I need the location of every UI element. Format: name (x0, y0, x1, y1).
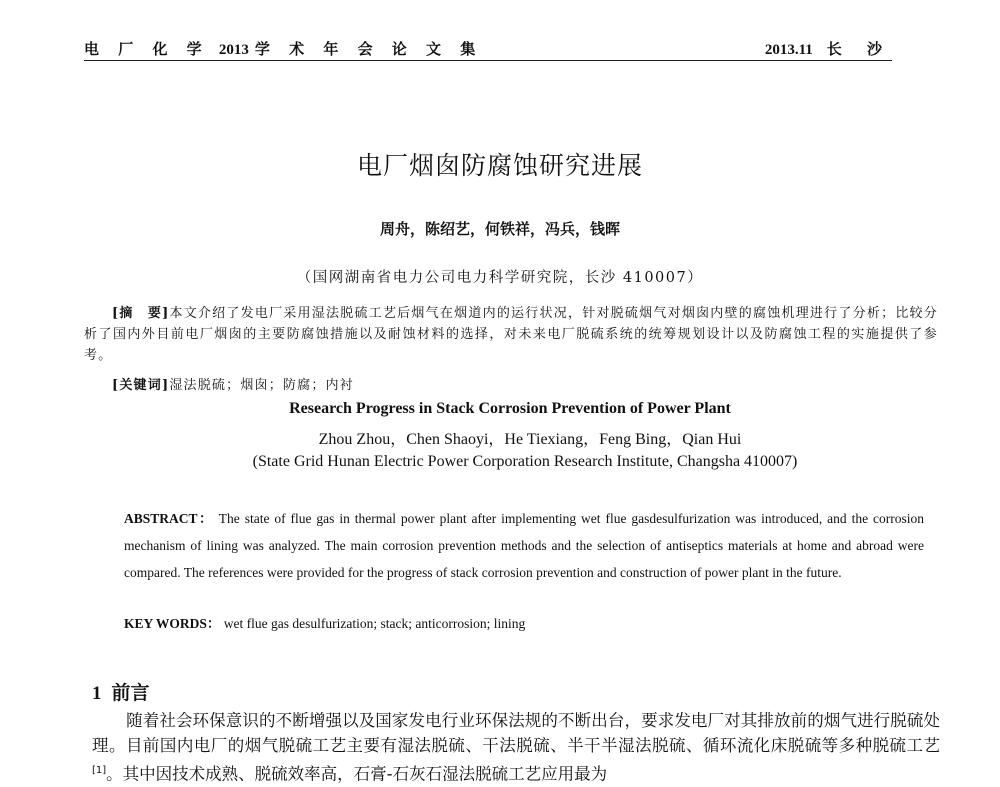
body-text-part1: 随着社会环保意识的不断增强以及国家发电行业环保法规的不断出台，要求发电厂对其排放前的烟气进行脱硫处理。目前国内电厂的烟气脱硫工艺主要有湿法脱硫、干法脱硫、半干半湿法脱硫、循环流化床脱硫等多种脱硫工艺 (92, 711, 940, 755)
paper-title-cn: 电厂烟囱防腐蚀研究进展 (356, 151, 643, 180)
journal-prefix: 电 厂 化 学 (84, 40, 209, 58)
keywords-en-text: wet flue gas desulfurization; stack; anticorrosion; lining (223, 616, 526, 631)
abstract-cn-text: 本文介绍了发电厂采用湿法脱硫工艺后烟气在烟道内的运行状况，针对脱硫烟气对烟囱内壁的腐蚀机理进行了分析；比较分析了国内外目前电厂烟囱的主要防腐蚀措施以及耐蚀材料的选择，对未来电厂脱硫系统的统筹规划设计以及防腐蚀工程的实施提供了参考。 (84, 306, 938, 363)
paper-title-en: Research Progress in Stack Corrosion Prevention of Power Plant (289, 400, 731, 417)
conference-date-location (765, 38, 892, 59)
journal-year: 2013 (218, 42, 249, 58)
keywords-cn-label: [关键词] (112, 378, 170, 393)
abstract-en (124, 505, 924, 586)
section-heading (92, 678, 150, 705)
abstract-en-label: ABSTRACT： (124, 511, 215, 526)
abstract-cn (84, 303, 938, 366)
conference-date: 2013.11 (764, 42, 813, 58)
body-text-part2: 。其中因技术成熟、脱硫效率高，石膏-石灰石湿法脱硫工艺应用最为 (106, 764, 608, 784)
keywords-cn-text: 湿法脱硫；烟囱；防腐；内衬 (169, 378, 354, 393)
affiliation-en: (State Grid Hunan Electric Power Corporation Research Institute, Changsha 410007) (252, 453, 798, 470)
running-header (84, 38, 892, 61)
journal-suffix: 学 术 年 会 论 文 集 (254, 40, 483, 58)
journal-name (84, 38, 482, 59)
authors-cn: 周舟，陈绍艺，何铁祥，冯兵，钱晖 (379, 220, 620, 238)
keywords-en (124, 612, 525, 632)
section-title: 前言 (111, 682, 150, 704)
abstract-cn-label: [摘 要] (112, 306, 170, 321)
keywords-en-label: KEY WORDS： (124, 616, 221, 631)
keywords-cn (112, 374, 354, 393)
abstract-en-text: The state of flue gas in thermal power plant after implementing wet flue gasdesulfurization was introduced, and the corrosion mechanism of lining was analyzed. The main corrosion prevention methods and the selection of antiseptics materials at home and abroad were compared. The references were provided for the progress of stack corrosion prevention and construction of power plant in the future. (124, 511, 924, 580)
affiliation-cn: （国网湖南省电力公司电力科学研究院，长沙 410007） (296, 270, 704, 286)
conference-city: 长 沙 (826, 40, 892, 58)
authors-en: Zhou Zhou，Chen Shaoyi，He Tiexiang，Feng Bing，Qian Hui (318, 431, 742, 448)
section-body (92, 708, 940, 787)
section-number: 1 (92, 683, 102, 704)
citation-ref[interactable]: [1] (92, 765, 107, 776)
